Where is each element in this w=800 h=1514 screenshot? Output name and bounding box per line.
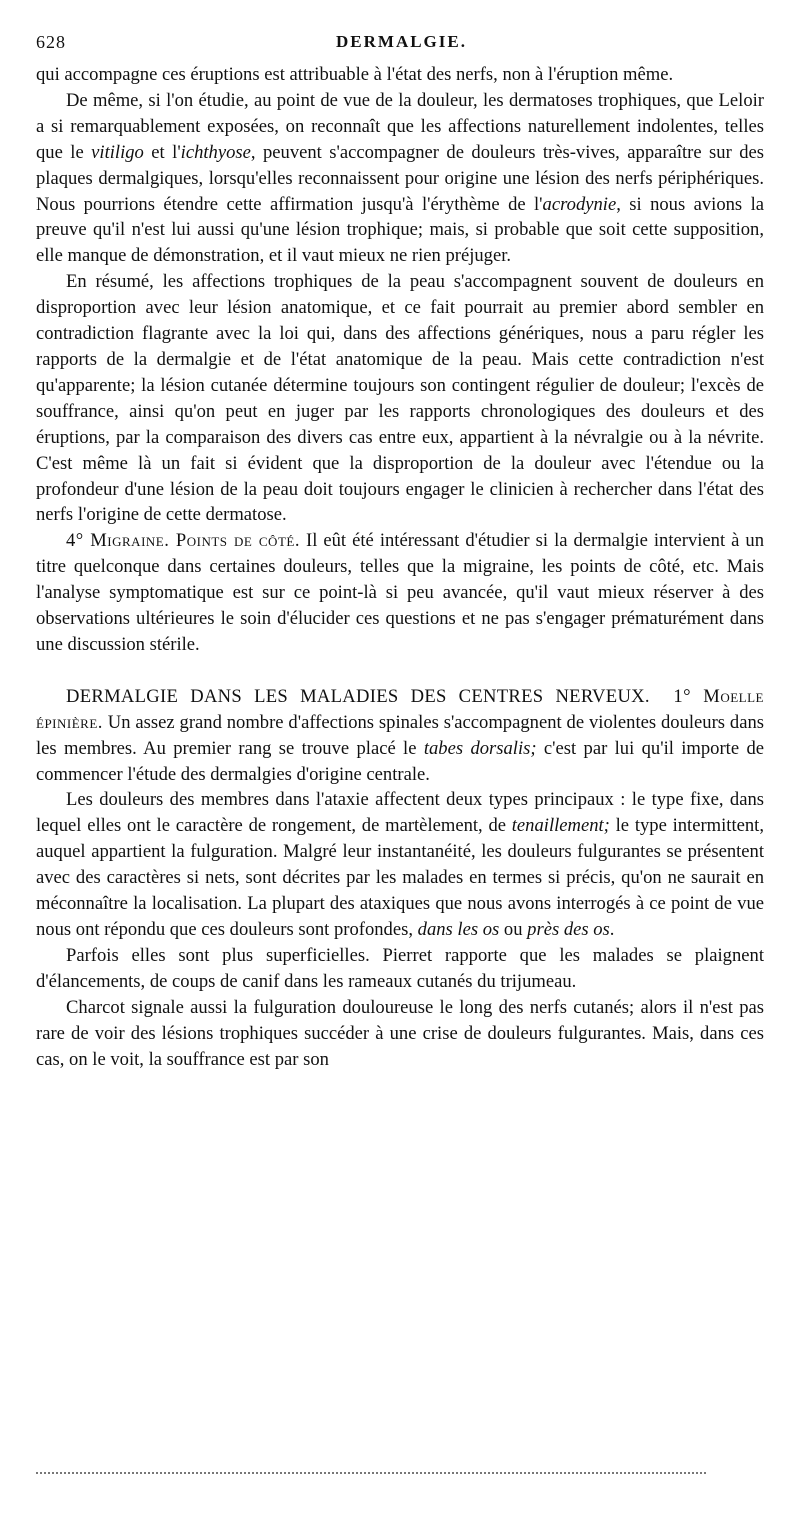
paragraph-text: , peuvent s'accompagner de douleurs très-vives, apparaître sur des plaques dermalgiques, lorsqu'elles reconnaissent pour origine une lésion des nerfs périphériques. Nous pourrions étendre cette affirmation jusqu'à l'érythème de l' — [36, 141, 764, 215]
italic-term-vitiligo: vitiligo — [91, 141, 144, 163]
body-text — [36, 62, 764, 1072]
paragraph-en-resume — [36, 269, 764, 528]
paragraph-text: De même, si l'on étudie, au point de vue de la douleur, les dermatoses trophiques, que Leloir a si remarquablement exposées, on reconnaît que les affections naturellement indolentes, telles que le — [36, 89, 764, 163]
paragraph-centres-nerveux — [36, 684, 764, 788]
paragraph-parfois — [36, 943, 764, 995]
italic-phrase-pres-des-os: près des os — [527, 919, 610, 940]
paragraph-migraine — [36, 528, 764, 658]
italic-term-tenaillement: tenaillement; — [511, 815, 610, 837]
italic-phrase-dans-les-os: dans les os — [417, 919, 500, 940]
paragraph-text: En résumé, les affections trophiques de la peau s'accompagnent souvent de douleurs en disproportion avec leur lésion anatomique, et ce fait pourrait au premier abord sembler en contradiction flagrante avec la loi qui, dans des affections génériques, nous a paru régler les rapports de la dermalgie et de l'état anatomique de la peau. Mais cette contradiction n'est qu'apparente; la lésion cutanée détermine toujours son contingent régulier de douleur; l'excès de souffrance, ainsi qu'on peut en juger par les rapports chronologiques des douleurs et des éruptions, par la comparaison des divers cas entre eux, appartient à la névralgie ou à la névrite. C'est même là un fait si évident que la disproportion de la douleur avec l'étendue ou la profondeur d'une lésion de la peau doit toujours engager le clinicien à rechercher dans l'état des nerfs l'origine de cette dermatose. — [36, 271, 764, 526]
paragraph-text: Parfois elles sont plus superficielles. Pierret rapporte que les malades se plaignent d'élancements, de coups de canif dans les rameaux cutanés du trijumeau. — [36, 944, 764, 992]
paragraph-text: . — [609, 919, 615, 940]
paragraph-text: Les douleurs des membres dans l'ataxie affectent deux types principaux : le type fixe, dans lequel elles ont le caractère de rongement, de martèlement, de — [36, 789, 764, 837]
italic-term-acrodynie: acrodynie — [542, 193, 617, 215]
footer-dotted-rule — [36, 1472, 706, 1476]
paragraph-text: Un assez grand nombre d'affections spinales s'accompagnent de violentes douleurs dans les membres. Au premier rang se trouve placé le — [36, 711, 764, 759]
page-header — [36, 32, 764, 56]
paragraph-text: Charcot signale aussi la fulguration douloureuse le long des nerfs cutanés; alors il n'est pas rare de voir des lésions trophiques succéder à une crise de douleurs fulgurantes. Mais, dans ces cas, on le voit, la souffrance est par son — [36, 996, 764, 1070]
paragraph-dermatoses-trophiques — [36, 88, 764, 269]
paragraph-continuation — [36, 62, 764, 88]
page-number: 628 — [36, 32, 66, 52]
paragraph-charcot — [36, 995, 764, 1073]
paragraph-text: c'est par lui qu'il importe de commencer l'étude des dermalgies d'origine centrale. — [36, 737, 764, 785]
paragraph-text: ou — [499, 919, 528, 940]
paragraph-text: qui accompagne ces éruptions est attribuable à l'état des nerfs, non à l'éruption même. — [36, 64, 674, 85]
italic-term-tabes-dorsalis: tabes dorsalis; — [423, 737, 537, 759]
paragraph-text: , si nous avions la preuve qu'il n'est lui aussi qu'une lésion trophique; mais, si probable que soit cette supposition, elle manque de démonstration, et il vaut mieux ne rien préjuger. — [36, 193, 764, 267]
paragraph-ataxie — [36, 787, 764, 942]
section-subheading-moelle: 1° Moelle épinière. — [36, 685, 764, 733]
section-heading-migraine: 4° Migraine. Points de côté. — [66, 530, 300, 552]
section-gap — [36, 658, 764, 684]
paragraph-text: Il eût été intéressant d'étudier si la dermalgie intervient à un titre quelconque dans certaines douleurs, telles que la migraine, les points de côté, etc. Mais l'analyse symptomatique est sur ce point-là si peu avancée, qu'il vaut mieux réserver à des observations ultérieures le soin d'élucider ces questions et ne pas s'engager prématurément dans une discussion stérile. — [36, 530, 765, 655]
section-title: DERMALGIE DANS LES MALADIES DES CENTRES NERVEUX. — [66, 685, 650, 707]
running-head: DERMALGIE. — [336, 32, 467, 51]
paragraph-text: le type intermittent, auquel appartient la fulguration. Malgré leur instantanéité, les douleurs fulgurantes se présentent avec des caractères si nets, sont décrites par les malades en termes si précis, qu'on ne saurait en méconnaître la localisation. La plupart des ataxiques que nous avons interrogés à ce point de vue nous ont répondu que ces douleurs sont profondes, — [36, 815, 764, 940]
italic-term-ichthyose: ichthyose — [180, 141, 251, 163]
paragraph-text: et l' — [143, 141, 181, 163]
